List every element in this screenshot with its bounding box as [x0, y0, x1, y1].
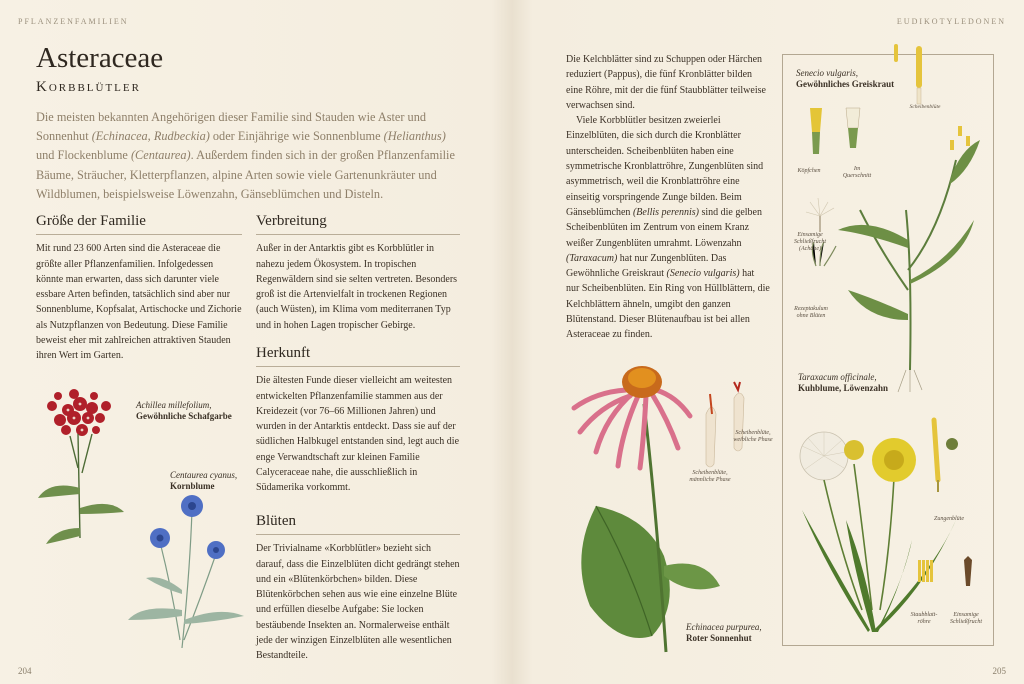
intro-text: . Außerdem finden sich in der großen Pflanzenfamilie Bäume, Sträucher, Kletterpflanzen, alpine Arten sowie viele Gartenunkräuter und Wildblumen, beispielsweise Löwenzahn, Gänseblümchen und Disteln. [36, 148, 455, 201]
intro-text: und Flockenblume [36, 148, 131, 163]
senecio-illustration [800, 40, 990, 370]
paragraph-kelchblaetter: Die Kelchblätter sind zu Schuppen oder Härchen reduziert (Pappus), die fünf Kronblätter bilden eine Röhre, mit der die fünf Staubblätter teilweise verwachsen sind. [566, 54, 766, 111]
label-scheib-weiblich: Scheibenblüte, weibliche Phase [733, 430, 773, 443]
caption-latin: Senecio vulgaris, [796, 68, 858, 78]
caption-latin: Centaurea cyanus, [170, 470, 238, 480]
label-einsamige-schliessfrucht: Einsamige Schließfrucht [950, 612, 982, 625]
caption-latin: Taraxacum officinale, [798, 372, 877, 382]
caption-common: Kuhblume, Löwenzahn [798, 383, 889, 393]
paragraph-italic: (Taraxacum) [566, 252, 618, 264]
label-im-querschnitt: Im Querschnitt [842, 166, 872, 179]
running-head-right: EUDIKOTYLEDONEN [896, 17, 1006, 26]
paragraph-text: Viele Korbblütler besitzen zweierlei Einzelblüten, die sich durch die Kronblätter unterscheiden. Scheibenblüten haben eine symmetrische Kronblattröhre, Zungenblüten sind asymmetrisch, weil die Kronblattröhre eine einseitig vorspringende Zunge bilden. Beim Gänseblümchen [566, 115, 764, 218]
paragraph-text: hat nur Scheibenblüten. Ein Ring von Hüllblättern, die Kelchblättern ähneln, umgibt den ganzen Blütenstand. Dieser Blütenaufbau ist bei allen Asteraceae zu finden. [566, 268, 770, 341]
paragraph-italic: (Bellis perennis) [632, 206, 699, 218]
label-staubblattroehre: Staubblatt-röhre [910, 612, 938, 625]
label-koepfchen: Köpfchen [797, 168, 821, 174]
caption-common: Roter Sonnenhut [686, 633, 752, 643]
caption-common: Gewöhnliches Greiskraut [796, 79, 895, 89]
page-number-left: 204 [18, 666, 32, 676]
paragraph-einzelblueten [566, 113, 770, 342]
label-scheibenbluete: Scheibenblüte [909, 104, 941, 110]
section-text: Außer in der Antarktis gibt es Korbblütler in nahezu jedem Ökosystem. In tropischen Regenwäldern sind sie selten vertreten. Besonders groß ist die Artenvielfalt in trockenen Regionen (auch Wüsten), im Klima vom mediterranen Typ und in hohen Lagen tropischer Gebirge. [256, 243, 458, 331]
page-subtitle: Korbblütler [36, 79, 141, 95]
section-text: Der Trivialname «Korbblütler» bezieht sich darauf, dass die Einzelblüten dicht gedrängt stehen und ein «Blütenkörbchen» bilden. Diese Blütenkörbchen sehen aus wie eine einzelne Blüte und erfüllen dieselbe Aufgabe: Sie locken bestäubende Insekten an. Normalerweise enthält jede der winzigen Einzelblüten alle wesentlichen Bestandteile. [256, 543, 460, 662]
intro-text: oder Einjährige wie Sonnenblume [209, 129, 384, 144]
section-text: Mit rund 23 600 Arten sind die Asteraceae die größte aller Pflanzenfamilien. Infolgedessen könnte man erwarten, dass sich darunter viele essbare Arten befinden, tatsächlich sind aber nur Sonnenblume, Kopfsalat, Artischocke und Zichorie als Nutzpflanzen von Bedeutung. Diese Familie beweist eher mit zahlreichen attraktiven Stauden ihren Wert im Garten. [36, 243, 242, 362]
text-column-right [566, 52, 770, 343]
label-einsamige-achaene: Einsamige Schließfrucht (Achäne) [794, 232, 826, 252]
section-herkunft [256, 346, 460, 496]
section-text: Die ältesten Funde dieser vielleicht am weitesten entwickelten Pflanzenfamilie stammen aus der Kreidezeit (vor 76–66 Millionen Jahren) und wurden in der Antarktis entdeckt. Dass sie auf der südlichen Halbkugel entstanden sind, legt auch die enge Verwandtschaft zur kleinen Familie Calyceraceae nahe, die ausschließlich in Südamerika vorkommt. [256, 375, 460, 494]
caption-latin: Achillea millefolium, [136, 400, 212, 410]
page-number-right: 205 [992, 666, 1006, 676]
paragraph-text: hat nur Zungenblüten. Das Gewöhnliche Greiskraut [566, 252, 727, 280]
section-groesse [36, 214, 242, 364]
section-blueten [256, 514, 460, 664]
label-zungenbluete: Zungenblüte [934, 516, 964, 522]
section-heading: Herkunft [256, 346, 460, 367]
caption-echinacea [686, 622, 762, 644]
label-rezeptakulum: Rezeptakulum ohne Blüten [794, 306, 828, 319]
section-heading: Größe der Familie [36, 214, 242, 235]
section-heading: Blüten [256, 514, 460, 535]
intro-italic: (Echinacea, Rudbeckia) [91, 129, 210, 144]
intro-paragraph [36, 108, 466, 204]
centaurea-illustration [120, 490, 260, 650]
caption-taraxacum [798, 372, 888, 394]
caption-latin: Echinacea purpurea, [686, 622, 762, 632]
section-heading: Verbreitung [256, 214, 460, 235]
intro-italic: (Helianthus) [383, 129, 446, 144]
paragraph-italic: (Senecio vulgaris) [666, 268, 740, 280]
caption-common: Kornblume [170, 481, 215, 491]
page-title: Asteraceae [36, 42, 164, 74]
caption-centaurea [170, 470, 237, 492]
intro-text: Die meisten bekannten Angehörigen dieser Familie sind Stauden wie Aster und Sonnenhut [36, 110, 426, 144]
paragraph-text: sind die gelben Scheibenblüten im Zentrum von einem Kranz weißer Zungenblüten umrahmt. Löwenzahn [566, 206, 762, 249]
disc-floret-illustrations [696, 374, 756, 484]
caption-achillea [136, 400, 232, 422]
caption-common: Gewöhnliche Schafgarbe [136, 411, 232, 421]
label-scheib-maennlich: Scheibenblüte, männliche Phase [689, 470, 731, 483]
running-head-left: PFLANZENFAMILIEN [18, 17, 129, 26]
intro-italic: (Centaurea) [130, 148, 191, 163]
section-verbreitung [256, 214, 460, 333]
